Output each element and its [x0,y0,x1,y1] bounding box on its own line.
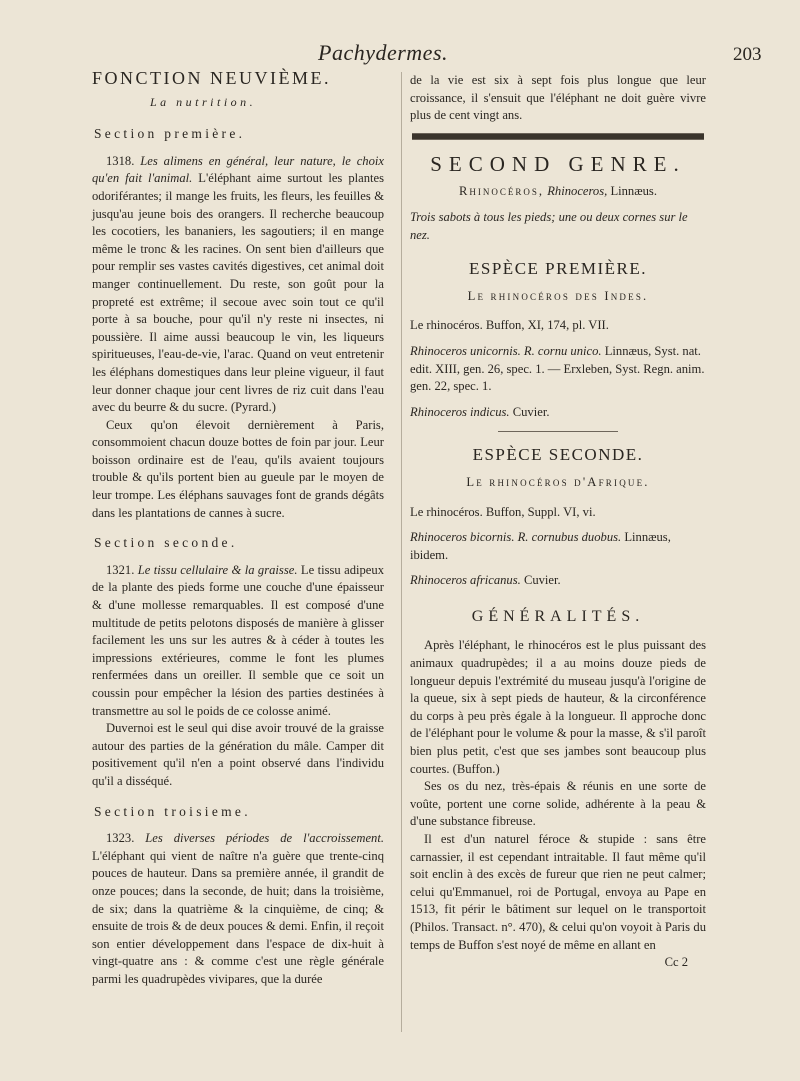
species-ref: Le rhinocéros. Buffon, Suppl. VI, vi. [410,504,596,519]
species-ref: Rhinoceros indicus. Cuvier. [410,404,550,419]
section-heading-3: Section troisieme. [94,803,251,819]
paragraph: 1323. Les diverses périodes de l'accroissement. L'éléphant qui vient de naître n'a guère que trente-cinq pouces de hauteur. Dans sa première année, il grandit de onze pouces; dans la seconde, de huit; dans la troisième, de six; dans la quatrième & la cinquième, de cinq; & ensuite de trois & de deux pouces & demi. Enfin, il reçoit son entier développement dans l'espace de dix-huit à vingt-quatre ans : & comme c'est une règle générale parmi les quadrupèdes vivipares, que la durée [92,831,384,986]
species-ref: Rhinoceros africanus. Cuvier. [410,573,561,588]
section-heading-1: Section première. [94,126,246,142]
species-title-1: Le rhinocéros des Indes. [467,288,649,303]
page-number: 203 [733,44,762,65]
genre-description: Trois sabots à tous les pieds; une ou deux cornes sur le nez. [410,209,688,242]
page-header [0,40,800,70]
chapter-title: FONCTION NEUVIÈME. [92,68,331,88]
left-column [92,70,384,989]
separator-rule [498,431,618,432]
generalities-heading: GÉNÉRALITÉS. [471,607,645,625]
signature-mark: Cc 2 [664,955,688,970]
paragraph: Ses os du nez, très-épais & réunis en une sorte de voûte, portent une corne solide, adhérente à la peau & d'une substance fibreuse. [410,779,706,829]
genre-heading: SECOND GENRE. [430,151,686,176]
genre-name: Rhinocéros, Rhinoceros, Linnæus. [459,184,657,199]
species-ref: Le rhinocéros. Buffon, XI, 174, pl. VII. [410,318,609,333]
paragraph: 1321. Le tissu cellulaire & la graisse. Le tissu adipeux de la plante des pieds forme une couche d'une épaisseur & d'une mollesse remarquables. Il est composé d'une multitude de petits pelotons disposés de manière à glisser facilement les uns sur les autres & à céder à toutes les impressions extérieures, comme le font les plumes renfermées dans un oreiller. Il semble que ce soit un coussin pour empêcher la lésion des parties destinées à transmettre au sol le poids de ce colosse animé. [92,562,384,718]
paragraph: 1318. Les alimens en général, leur nature, le choix qu'en fait l'animal. L'éléphant aime surtout les plantes odoriférantes; il mange les fruits, les fleurs, les feuilles & jusqu'au jeune bois des orangers. Il recherche beaucoup les cocotiers, les bananiers, les sagoutiers; il en mange même le tronc & les racines. On sent bien d'ailleurs que pour remplir ses vastes cavités digestives, cet animal doit manger continuellement. Du reste, son goût pour la propreté est extrême; il secoue avec soin tout ce qu'il porte à sa bouche, pour qu'il n'y reste ni insectes, ni poussière. Il aime aussi beaucoup le vin, les liqueurs spiritueuses, l'eau-de-vie, l'arac. Quand on veut entretenir les éléphans domestiques dans leur pleine vigueur, il faut leur donner chaque jour cent livres de riz cuit dans l'eau avec du beurre & du sucre. (Pyrard.) [92,153,384,415]
paragraph: Ceux qu'on élevoit dernièrement à Paris, consommoient chacun douze bottes de foin par jour. Leur boisson ordinaire est de l'eau, qu'ils avaient toujours trouble & qu'ils portent bien au gueule par le moyen de leur trompe. Les éléphans sauvages font de grands dégâts dans les plantations de cannes à sucre. [92,417,384,520]
running-title: Pachydermes. [318,40,449,65]
species-ref: Rhinoceros unicornis. R. cornu unico. Linnæus, Syst. nat. edit. XIII, gen. 26, spec. 1. — Erxleben, Syst. Regn. anim. gen. 22, spec. 1. [410,343,705,394]
species-heading-1: ESPÈCE PREMIÈRE. [469,259,647,279]
paragraph: Duvernoi est le seul qui dise avoir trouvé de la graisse autour des parties de la génération du mâle. Camper dit positivement qu'il n'en a point observé dans l'individu qu'il a disséqué. [92,721,384,788]
paragraph: Il est d'un naturel féroce & stupide : sans être carnassier, il est cependant intraitable. Il faut même qu'il soit enclin à des excès de fureur que rien ne peut calmer; celui qu'Emmanuel, roi de Portugal, envoya au Pape en 1513, fit périr le bâtiment sur lequel on le transportoit (Philos. Transact. n°. 470), & celui qu'on voyoit à Paris du temps de Buffon s'est noyé de même en allant en [410,832,706,952]
right-column [410,72,706,972]
species-heading-2: ESPÈCE SECONDE. [472,445,644,465]
ornamental-rule [412,133,704,140]
paragraph: Après l'éléphant, le rhinocéros est le plus puissant des animaux quadrupèdes; il a au moins douze pieds de longueur depuis l'extrémité du museau jusqu'à l'origine de la queue, six à sept pieds de hauteur, & la circonférence du corps à peu près égale à la longueur. Il approche donc de l'éléphant pour le volume & pour la masse, & s'il paroît bien plus petit, c'est que ses jambes sont beaucoup plus courtes. (Buffon.) [410,638,706,776]
species-title-2: Le rhinocéros d'Afrique. [466,474,650,489]
column-divider [401,72,402,1032]
chapter-subtitle: La nutrition. [150,94,257,109]
section-heading-2: Section seconde. [94,535,238,551]
paragraph: de la vie est six à sept fois plus longue que leur croissance, il s'ensuit que l'éléphant ne doit guère vivre plus de cent vingt ans. [410,73,706,123]
species-ref: Rhinoceros bicornis. R. cornubus duobus. Linnæus, ibidem. [410,530,671,562]
